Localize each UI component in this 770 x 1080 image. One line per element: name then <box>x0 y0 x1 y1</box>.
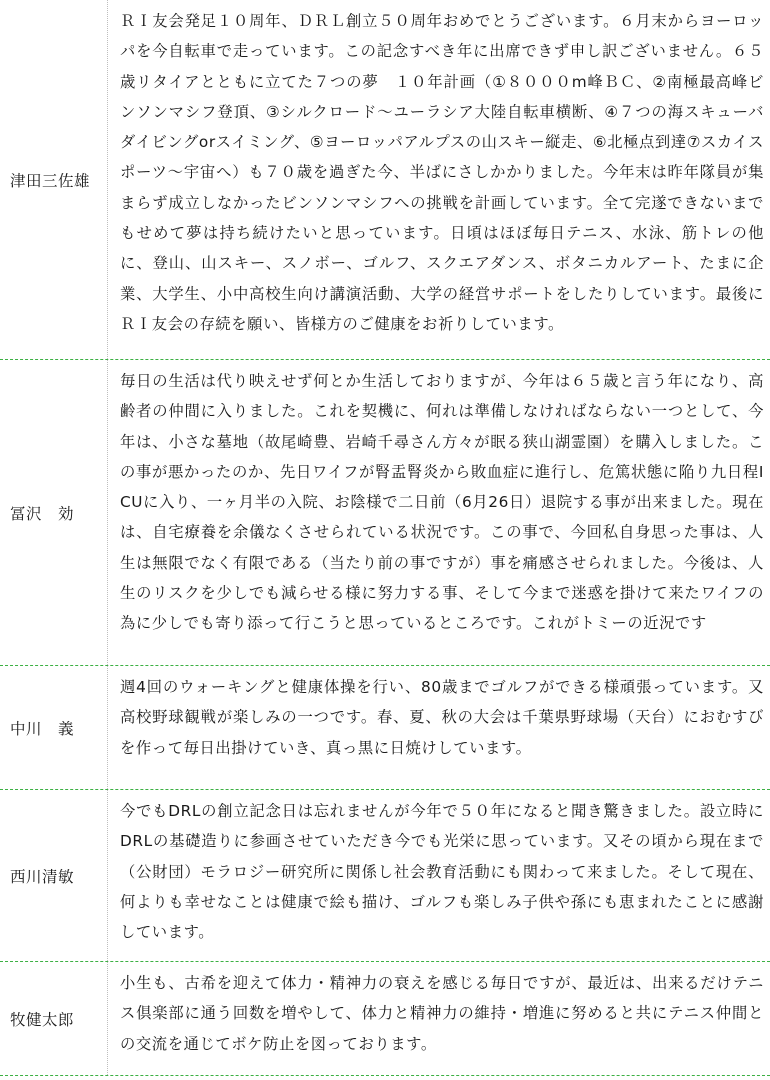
member-message: 毎日の生活は代り映えせず何とか生活しておりますが、今年は６５歳と言う年になり、高齢者の仲間に入りました。これを契機に、何れは準備しなければならない一つとして、今年は、小さな墓地（故尾崎豊、岩崎千尋さん方々が眠る狭山湖霊園）を購入しました。この事が悪かったのか、先日ワイフが腎盂腎炎から敗血症に進行し、危篤状態に陥り九日程ICUに入り、一ヶ月半の入院、お陰様で二日前（6月26日）退院する事が出来ました。現在は、自宅療養を余儀なくさせられている状況です。この事で、今回私自身思った事は、人生は無限でなく有限である（当たり前の事ですが）事を痛感させられました。今後は、人生のリスクを少しでも減らせる様に努力する事、そして今まで迷惑を掛けて来たワイフの為に少しでも寄り添って行こうと思っているところです。これがトミーの近況です <box>120 372 764 633</box>
member-name: 冨沢 効 <box>0 360 108 665</box>
member-message: ＲＩ友会発足１０周年、ＤＲＬ創立５０周年おめでとうございます。６月末からヨーロッパを今自転車で走っています。この記念すべき年に出席できず申し訳ございません。６５歳リタイアとともに立てた７つの夢 １０年計画（①８０００m峰ＢＣ、②南極最高峰ビンソンマシフ登頂、③シルクロード～ユーラシア大陸自転車横断、④７つの海スキューバダイビングorスイミング、⑤ヨーロッパアルプスの山スキー縦走、⑥北極点到達⑦スカイスポーツ～宇宙へ）も７０歳を過ぎた今、半ばにさしかかりました。今年末は昨年隊員が集まらず成立しなかったビンソンマシフへの挑戦を計画しています。全て完遂できないまでもせめて夢は持ち続けたいと思っています。日頃はほぼ毎日テニス、水泳、筋トレの他に、登山、山スキー、スノボー、ゴルフ、スクエアダンス、ボタニカルアート、たまに企業、大学生、小中高校生向け講演活動、大学の経営サポートをしたりしています。最後にＲＩ友会の存続を願い、皆様方のご健康をお祈りしています。 <box>120 12 764 333</box>
table-row <box>0 962 770 1076</box>
member-message: 今でもDRLの創立記念日は忘れませんが今年で５０年になると聞き驚きました。設立時にDRLの基礎造りに参画させていただき今でも光栄に思っています。又その頃から現在まで（公財団）モラロジー研究所に関係し社会教育活動にも関わって来ました。そして現在、何よりも幸せなことは健康で絵も描け、ゴルフも楽しみ子供や孫にも恵まれたことに感謝しています。 <box>120 802 764 942</box>
table-row <box>0 360 770 666</box>
member-message: 週4回のウォーキングと健康体操を行い、80歳までゴルフができる様頑張っています。又高校野球観戦が楽しみの一つです。春、夏、秋の大会は千葉県野球場（天台）におむすびを作って毎日出掛けていき、真っ黒に日焼けしています。 <box>120 678 764 757</box>
member-name: 津田三佐雄 <box>0 0 108 359</box>
table-row <box>0 790 770 962</box>
table-row <box>0 666 770 790</box>
member-name: 牧健太郎 <box>0 962 108 1075</box>
member-name: 中川 義 <box>0 666 108 789</box>
member-message: 小生も、古希を迎えて体力・精神力の衰えを感じる毎日ですが、最近は、出来るだけテニス倶楽部に通う回数を増やして、体力と精神力の維持・増進に努めると共にテニス仲間との交流を通じてボケ防止を図っております。 <box>120 974 764 1053</box>
member-name: 西川清敏 <box>0 790 108 961</box>
table-row <box>0 0 770 360</box>
